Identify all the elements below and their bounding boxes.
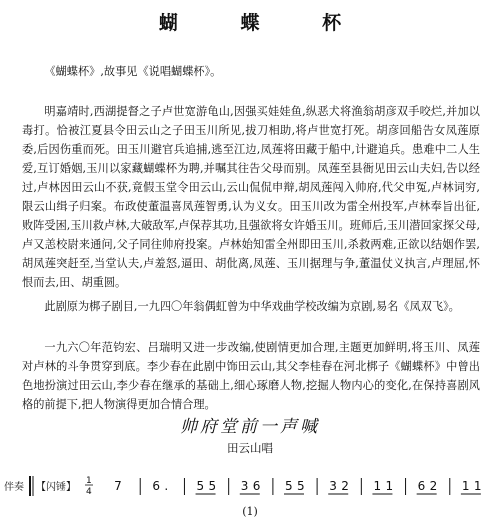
story-text: 明嘉靖时,西湖提督之子卢世宽游龟山,因强买娃娃鱼,纵恶犬将渔翁胡彦双手咬烂,并加以毒打。恰被江夏县令田云山之子田玉川所见,拔刀相助,将卢世宽打死。胡彦回船告女凤莲原委,后因伤重而死。田玉川避官兵追捕,逃至江边,凤莲将田藏于船中,计避追兵。患难中二人生爱,互订婚姻,玉川以家藏蝴蝶杯为聘,并嘱其往告父母而别。凤莲至县衙见田云山夫妇,告以经过,卢林因田云山不获,竟假玉堂令田云山,云山侃侃申辩,胡凤莲闯入帅府,代父申冤,卢林词穷,限云山缉子归案。布政使董温喜凤莲智勇,认为义女。田玉川改为雷全州投军,卢林奉旨出征,败阵受困,玉川救卢林,大破敌军,卢保荐其功,且强欲将女许婚玉川。班师后,玉川潜回家探父母,卢又恙校尉来通问,父子同往帅府投案。卢林始知雷全州即田玉川,杀救两难,正欲以结姻作罢,胡凤莲突赶至,当堂认夫,卢羞怒,逼田、胡仳离,凤莲、玉川据理与争,董温仗义执言,卢理屈,怀恨而去,田、胡重圆。 bbox=[22, 105, 480, 289]
note: 1 bbox=[385, 479, 394, 493]
page-number: (1) bbox=[242, 505, 258, 518]
note: 5 bbox=[297, 479, 305, 493]
adaptation-text: 此剧原为梆子剧目,一九四〇年翁偶虹曾为中华戏曲学校改编为京剧,易名《凤双飞》。 bbox=[44, 300, 460, 313]
revision-text: 一九六〇年范钧宏、吕瑞明又进一步改编,使剧情更加合理,主题更加鲜明,将玉川、凤莲对卢林的斗争贯穿到底。李少春在此剧中饰田云山,其父李桂春在河北梆子《蝴蝶杯》中曾出色地扮演过田云山,李少春在继承的基础上,细心琢磨人物,挖掘人物内心的变化,在保持喜剧风格的前提下,把人物演得更加合情合理。 bbox=[22, 341, 480, 411]
source-text: 《蝴蝶杯》,故事见《说唱蝴蝶杯》。 bbox=[44, 65, 222, 78]
time-signature-top: 1 bbox=[86, 476, 92, 486]
story-paragraph bbox=[22, 102, 480, 292]
note: 1 bbox=[461, 479, 470, 493]
jianpu-score bbox=[0, 470, 500, 504]
note: 3 bbox=[329, 479, 337, 493]
score-staff bbox=[0, 470, 500, 504]
note: 6 bbox=[417, 479, 426, 493]
time-signature-bottom: 4 bbox=[86, 487, 92, 497]
source-paragraph bbox=[22, 62, 480, 81]
note: 6 bbox=[152, 479, 160, 493]
note: 5 bbox=[208, 479, 217, 493]
note: 7 bbox=[114, 479, 122, 493]
note: 3 bbox=[240, 479, 249, 493]
adaptation-paragraph bbox=[22, 297, 480, 316]
song-title: 帅府堂前一声喊 bbox=[180, 417, 320, 437]
note: 5 bbox=[285, 479, 293, 493]
note: 6 bbox=[252, 479, 261, 493]
note: 1 bbox=[373, 479, 382, 493]
revision-paragraph bbox=[22, 338, 480, 414]
note: 2 bbox=[341, 479, 349, 493]
note: 1 bbox=[473, 479, 482, 493]
singer-credit: 田云山唱 bbox=[227, 441, 273, 455]
note: . bbox=[164, 479, 169, 493]
note: 5 bbox=[196, 479, 205, 493]
accompaniment-label: 伴奏 bbox=[4, 482, 24, 493]
opera-title: 蝴 蝶 杯 bbox=[158, 12, 370, 34]
note: 2 bbox=[429, 479, 438, 493]
percussion-cue: 【闪锤】 bbox=[36, 482, 76, 493]
